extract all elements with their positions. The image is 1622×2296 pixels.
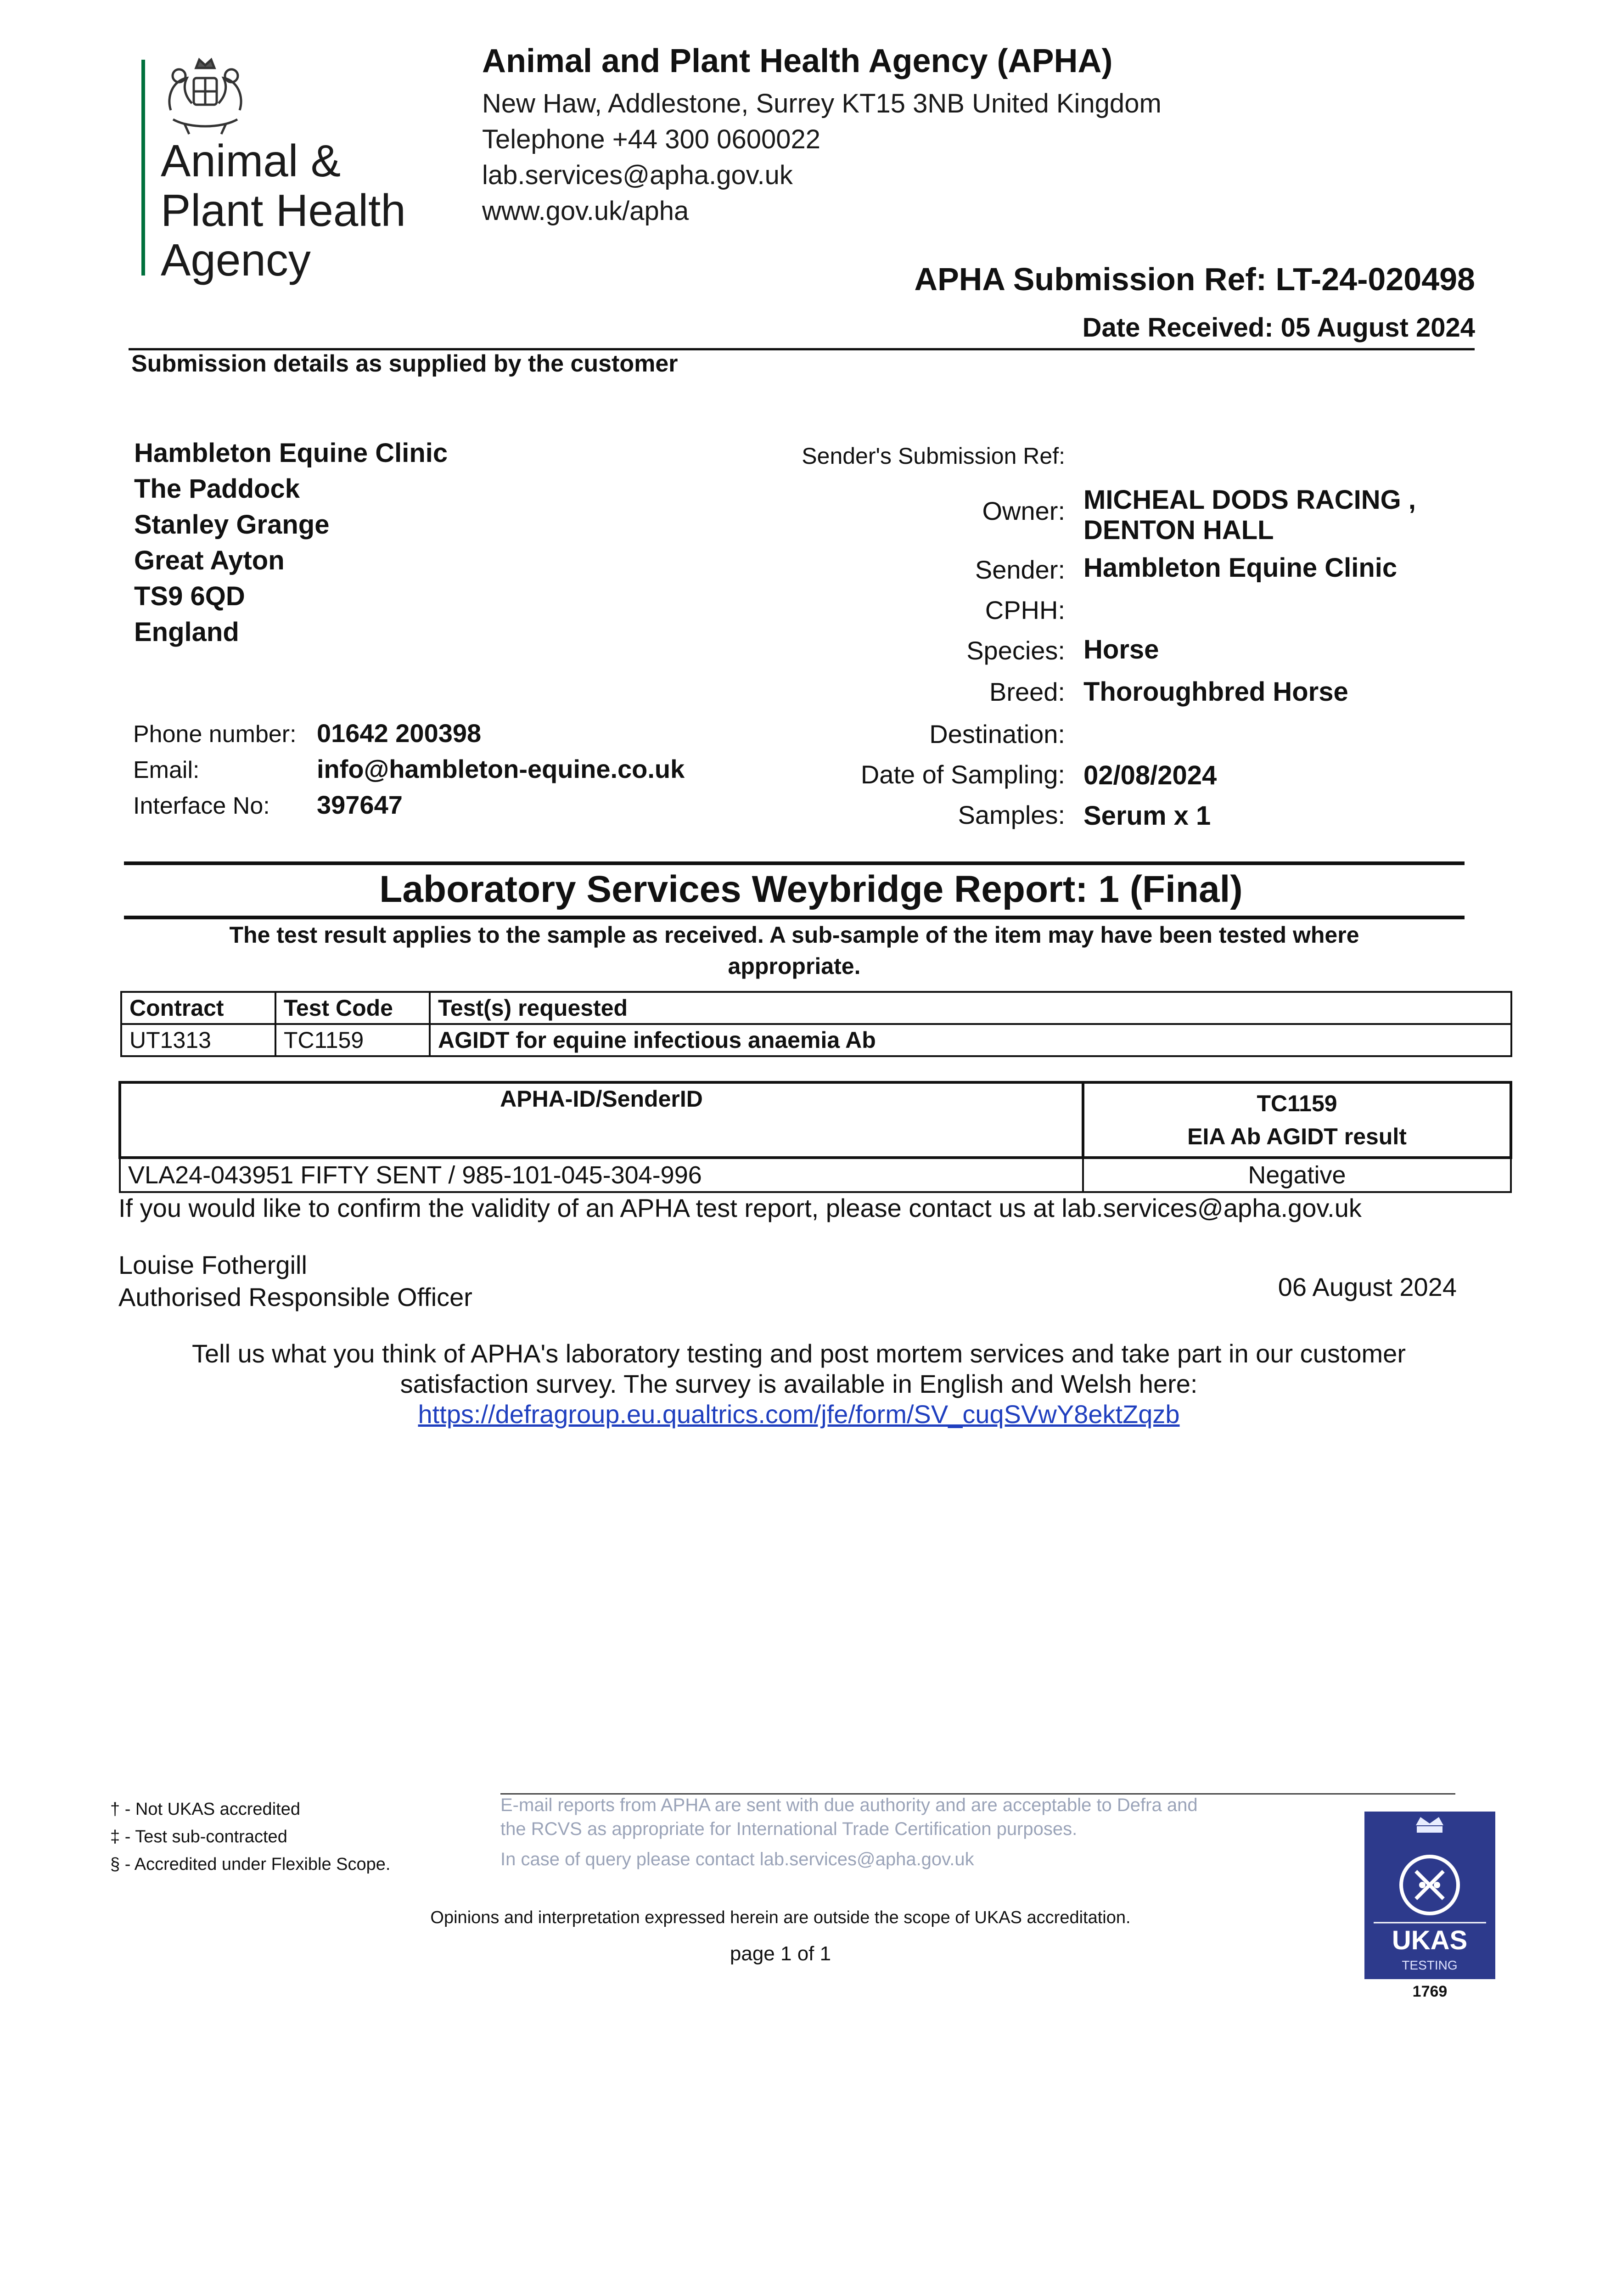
breed-label: Breed: [989, 677, 1065, 706]
address-line: Great Ayton [134, 546, 285, 575]
apha-id-header: APHA-ID/SenderID [120, 1082, 1083, 1158]
agency-telephone: Telephone +44 300 0600022 [482, 124, 820, 154]
legend-item: ‡ - Test sub-contracted [110, 1827, 287, 1846]
species-value: Horse [1083, 635, 1159, 664]
submission-ref: APHA Submission Ref: LT-24-020498 [914, 261, 1475, 297]
breed-value: Thoroughbred Horse [1083, 677, 1348, 707]
email-notice: E-mail reports from APHA are sent with due authority and are acceptable to Defra and the RCVS as appropriate for International Trade Certification purposes. [500, 1795, 1198, 1839]
agency-address: New Haw, Addlestone, Surrey KT15 3NB United Kingdom [482, 89, 1162, 118]
email-label: Email: [133, 757, 200, 783]
table-row [120, 1158, 1511, 1192]
report-title: Laboratory Services Weybridge Report: 1 (Final) [379, 868, 1243, 910]
ukas-badge [1364, 1812, 1495, 1979]
address-line: The Paddock [134, 474, 300, 504]
survey-text: Tell us what you think of APHA's laboratory testing and post mortem services and take part in our customer satisfaction survey. The survey is available in English and Welsh here: [192, 1339, 1406, 1398]
owner-label: Owner: [982, 496, 1065, 525]
logo-line-2: Plant Health [161, 185, 406, 236]
logo-green-bar [141, 60, 145, 276]
result-header-name: EIA Ab AGIDT result [1187, 1124, 1407, 1149]
email-value: info@hambleton-equine.co.uk [317, 754, 685, 783]
result-header [1083, 1082, 1511, 1158]
address-line: TS9 6QD [134, 581, 245, 611]
agency-logo-text [161, 136, 406, 285]
table-header-row [121, 992, 1511, 1024]
senders-ref-label: Sender's Submission Ref: [802, 443, 1065, 469]
interface-label: Interface No: [133, 793, 270, 819]
footer-legend [110, 1795, 390, 1878]
signoff-date: 06 August 2024 [1278, 1272, 1457, 1301]
species-label: Species: [966, 636, 1065, 665]
test-code-header: Test Code [275, 992, 430, 1024]
owner-line-1: MICHEAL DODS RACING , [1083, 485, 1416, 515]
footer-notice [500, 1793, 1217, 1871]
contract-cell: UT1313 [121, 1024, 275, 1056]
report-note: The test result applies to the sample as received. A sub-sample of the item may have been tested where appropriate. [229, 922, 1359, 979]
phone-value: 01642 200398 [317, 719, 482, 748]
report-bottom-rule [124, 916, 1465, 919]
legend-item: § - Accredited under Flexible Scope. [110, 1855, 391, 1874]
ukas-label: UKAS [1392, 1925, 1468, 1955]
interface-value: 397647 [317, 790, 403, 819]
results-table [118, 1081, 1512, 1193]
result-cell: Negative [1083, 1158, 1511, 1192]
submission-details-heading: Submission details as supplied by the customer [131, 350, 678, 377]
sender-label: Sender: [975, 555, 1065, 584]
officer-title: Authorised Responsible Officer [118, 1283, 472, 1311]
cphh-label: CPHH: [985, 596, 1065, 625]
phone-label: Phone number: [133, 721, 297, 748]
signoff-block [118, 1249, 472, 1313]
result-header-code: TC1159 [1257, 1091, 1337, 1116]
survey-link[interactable]: https://defragroup.eu.qualtrics.com/jfe/form/SV_cuqSVwY8ektZqzb [418, 1400, 1180, 1429]
ukas-crown-icon [1364, 1812, 1495, 1979]
sampling-date-value: 02/08/2024 [1083, 760, 1217, 790]
sample-id-cell: VLA24-043951 FIFTY SENT / 985-101-045-304-996 [120, 1158, 1083, 1192]
agency-email: lab.services@apha.gov.uk [482, 160, 793, 190]
owner-value [1083, 485, 1416, 546]
confirm-validity-text: If you would like to confirm the validity of an APHA test report, please contact us at lab.services@apha.gov.uk [118, 1193, 1362, 1222]
tests-requested-table [120, 991, 1512, 1057]
officer-name: Louise Fothergill [118, 1250, 307, 1279]
test-code-cell: TC1159 [275, 1024, 430, 1056]
report-top-rule [124, 861, 1465, 865]
royal-coat-of-arms-icon [162, 55, 249, 138]
samples-value: Serum x 1 [1083, 801, 1211, 831]
query-notice: In case of query please contact lab.services@apha.gov.uk [500, 1849, 974, 1869]
legend-item: † - Not UKAS accredited [110, 1800, 300, 1819]
logo-line-3: Agency [161, 235, 311, 285]
ukas-number: 1769 [1412, 1983, 1448, 2000]
table-row [121, 1024, 1511, 1056]
tests-requested-header: Test(s) requested [430, 992, 1511, 1024]
survey-block [138, 1339, 1460, 1429]
agency-name: Animal and Plant Health Agency (APHA) [482, 43, 1113, 79]
test-requested-cell: AGIDT for equine infectious anaemia Ab [430, 1024, 1511, 1056]
table-header-row [120, 1082, 1511, 1158]
owner-line-2: DENTON HALL [1083, 515, 1274, 545]
ukas-sub: TESTING [1402, 1958, 1458, 1972]
destination-label: Destination: [929, 720, 1065, 748]
sampling-date-label: Date of Sampling: [860, 760, 1065, 789]
address-line: Stanley Grange [134, 510, 330, 540]
address-line: Hambleton Equine Clinic [134, 438, 448, 468]
sender-value: Hambleton Equine Clinic [1083, 553, 1398, 583]
samples-label: Samples: [958, 800, 1065, 829]
opinions-disclaimer: Opinions and interpretation expressed herein are outside the scope of UKAS accreditation. [430, 1908, 1131, 1927]
agency-website: www.gov.uk/apha [482, 196, 689, 226]
logo-line-1: Animal & [161, 135, 341, 186]
date-received: Date Received: 05 August 2024 [1082, 313, 1475, 343]
contract-header: Contract [121, 992, 275, 1024]
address-line: England [134, 617, 239, 647]
page-number: page 1 of 1 [730, 1942, 831, 1965]
